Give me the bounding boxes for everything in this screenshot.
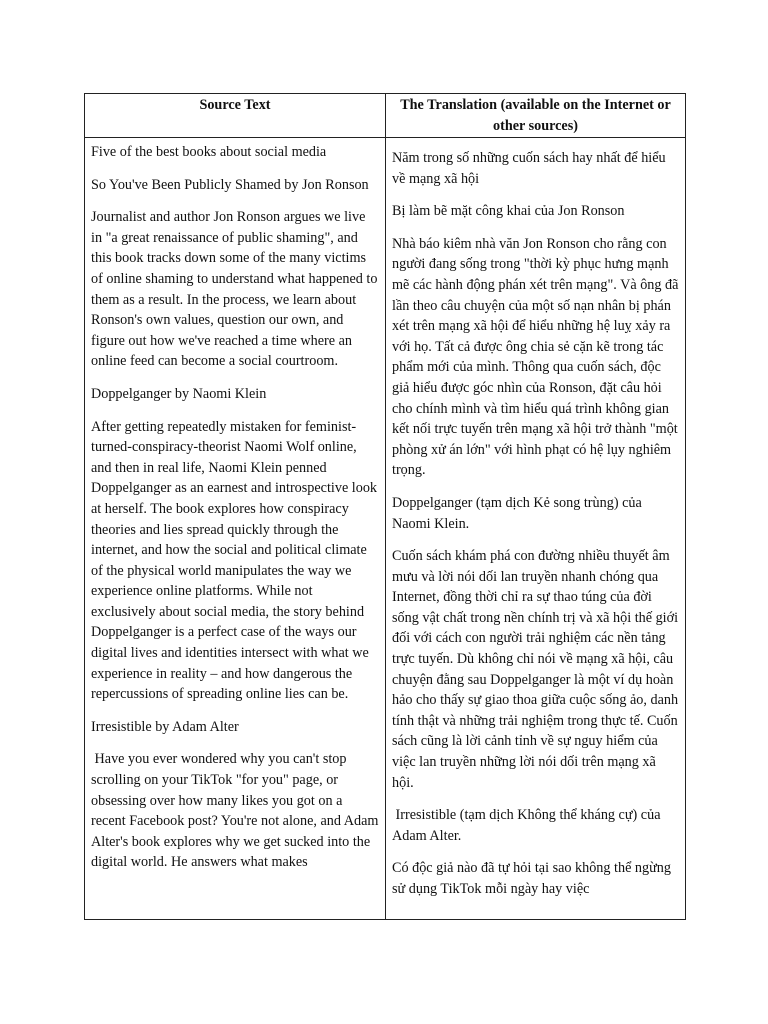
translation-paragraph: Năm trong số những cuốn sách hay nhất để hiểu về mạng xã hội bbox=[392, 150, 666, 187]
source-paragraph: Journalist and author Jon Ronson argues we live in "a great renaissance of public shaming", and this book tracks down some of the many victims of online shaming to understand what happened to them as a result. In the process, we learn about Ronson's own values, question our own, and figure out how we've reached a time where an online feed can become a social courtroom. bbox=[91, 209, 378, 370]
translation-header: The Translation (available on the Internet or other sources) bbox=[386, 94, 686, 138]
translation-paragraph: Irresistible (tạm dịch Không thể kháng cự) của Adam Alter. bbox=[392, 807, 664, 844]
comparison-table bbox=[84, 93, 686, 920]
translation-paragraph: Nhà báo kiêm nhà văn Jon Ronson cho rằng con người đang sống trong "thời kỳ phục hưng mạnh mẽ các hành động phán xét trên mạng". Và ông đã lần theo câu chuyện của một số nạn nhân bị phán xét trên mạng xã hội để hiểu những hệ luỵ xảy ra với họ. Tất cả được ông chia sẻ cặn kẽ trong tác phẩm mới của mình. Thông qua cuốn sách, độc giả hiểu được góc nhìn của Ronson, đặt câu hỏi cho chính mình và tìm hiểu quá trình không gian kết nối trực tuyến trên mạng xã hội trở thành "một phòng xử án lớn" với hình phạt có hệ lụy nghiêm trọng. bbox=[392, 235, 679, 479]
content-row bbox=[85, 138, 686, 920]
source-paragraph: Doppelganger by Naomi Klein bbox=[91, 385, 267, 402]
source-paragraph: Have you ever wondered why you can't stop scrolling on your TikTok "for you" page, or obsessing over how many likes you got on a recent Facebook post? You're not alone, and Adam Alter's book explores why we get sucked into the digital world. He answers what makes bbox=[91, 751, 382, 871]
source-cell bbox=[85, 138, 386, 920]
source-header: Source Text bbox=[85, 94, 386, 138]
source-paragraph: After getting repeatedly mistaken for feminist-turned-conspiracy-theorist Naomi Wolf online, and then in real life, Naomi Klein penned Doppelganger as an earnest and introspective look at herself. The book explores how conspiracy theories and lies spread quickly through the internet, and how the social and political climate of the physical world manipulates the way we experience online platforms. While not exclusively about social media, the story behind Doppelganger is a perfect case of the ways our digital lives and identities intersect with what we experience in reality – and how dangerous the repercussions of spreading online lies can be. bbox=[91, 418, 378, 703]
header-row bbox=[85, 94, 686, 138]
translation-paragraph: Doppelganger (tạm dịch Kẻ song trùng) của Naomi Klein. bbox=[392, 494, 642, 532]
translation-paragraph: Cuốn sách khám phá con đường nhiều thuyết âm mưu và lời nói dối lan truyền nhanh chóng qua Internet, đồng thời chỉ ra sự thao túng của đời sống vật chất trong nền chính trị và xã hội thế giới đối với cách con người trải nghiệm các nền tảng trực tuyến. Dù không chỉ nói về mạng xã hội, câu chuyện đằng sau Doppelganger là một ví dụ hoàn hảo cho thấy sự giao thoa giữa cuộc sống ảo, danh tính thật và những trải nghiệm trong thực tế. Cuốn sách cũng là lời cảnh tỉnh về sự nguy hiểm của việc lan truyền những lời nói dối trên mạng xã hội. bbox=[392, 548, 679, 791]
translation-paragraph: Bị làm bẽ mặt công khai của Jon Ronson bbox=[392, 203, 625, 220]
translation-cell bbox=[386, 138, 686, 920]
source-paragraph: Irresistible by Adam Alter bbox=[91, 718, 239, 735]
source-paragraph: So You've Been Publicly Shamed by Jon Ronson bbox=[91, 176, 369, 193]
source-paragraph: Five of the best books about social media bbox=[91, 144, 327, 160]
translation-paragraph: Có độc giả nào đã tự hỏi tại sao không thể ngừng sử dụng TikTok mỗi ngày hay việc bbox=[392, 860, 671, 897]
